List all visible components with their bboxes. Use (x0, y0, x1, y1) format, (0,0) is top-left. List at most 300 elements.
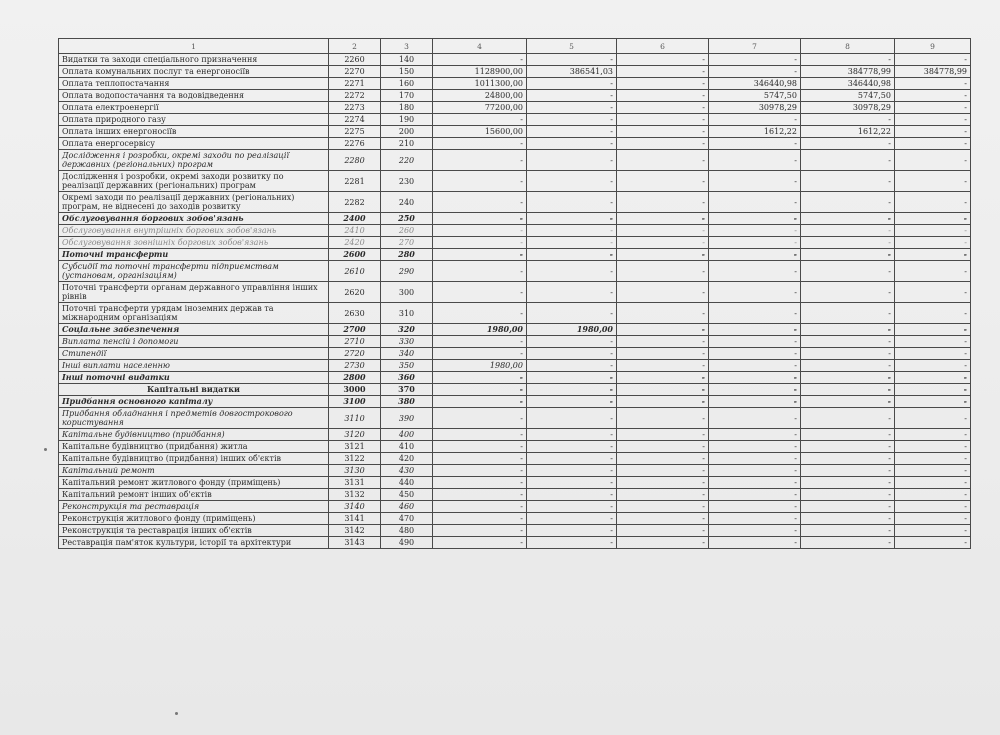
amount-cell: - (895, 441, 971, 453)
amount-cell: - (709, 324, 801, 336)
amount-cell: - (709, 213, 801, 225)
amount-cell: - (527, 102, 617, 114)
amount-cell: - (895, 114, 971, 126)
kekv-code: 3131 (329, 477, 381, 489)
amount-cell: - (527, 150, 617, 171)
amount-cell: - (801, 348, 895, 360)
header-cell: 1 (59, 39, 329, 54)
amount-cell: - (433, 138, 527, 150)
amount-cell: - (617, 138, 709, 150)
line-code: 250 (381, 213, 433, 225)
amount-cell: - (801, 114, 895, 126)
kekv-code: 3143 (329, 537, 381, 549)
amount-cell: - (895, 360, 971, 372)
amount-cell: - (895, 525, 971, 537)
amount-cell: - (801, 396, 895, 408)
amount-cell: - (527, 78, 617, 90)
amount-cell: - (801, 282, 895, 303)
amount-cell: 5747,50 (709, 90, 801, 102)
amount-cell: - (433, 489, 527, 501)
amount-cell: - (801, 477, 895, 489)
kekv-code: 2410 (329, 225, 381, 237)
row-label: Оплата інших енергоносіїв (59, 126, 329, 138)
line-code: 290 (381, 261, 433, 282)
kekv-code: 2630 (329, 303, 381, 324)
row-label: Стипендії (59, 348, 329, 360)
row-label: Реставрація пам'яток культури, історії та архітектури (59, 537, 329, 549)
amount-cell: - (617, 54, 709, 66)
row-label: Інші поточні видатки (59, 372, 329, 384)
kekv-code: 2710 (329, 336, 381, 348)
amount-cell: - (433, 303, 527, 324)
table-header-row (59, 39, 971, 54)
amount-cell: - (527, 54, 617, 66)
amount-cell: - (801, 453, 895, 465)
amount-cell: - (895, 303, 971, 324)
line-code: 330 (381, 336, 433, 348)
kekv-code: 2276 (329, 138, 381, 150)
amount-cell: - (709, 114, 801, 126)
amount-cell: - (801, 429, 895, 441)
amount-cell: - (801, 225, 895, 237)
amount-cell: - (527, 396, 617, 408)
table-row (59, 396, 971, 408)
table-row (59, 348, 971, 360)
amount-cell: - (895, 477, 971, 489)
kekv-code: 2620 (329, 282, 381, 303)
header-cell: 8 (801, 39, 895, 54)
amount-cell: - (895, 192, 971, 213)
amount-cell: - (527, 237, 617, 249)
amount-cell: - (617, 513, 709, 525)
table-row (59, 429, 971, 441)
amount-cell: - (527, 225, 617, 237)
amount-cell: - (801, 213, 895, 225)
header-cell: 2 (329, 39, 381, 54)
amount-cell: - (801, 303, 895, 324)
amount-cell: - (895, 78, 971, 90)
amount-cell: - (709, 138, 801, 150)
line-code: 150 (381, 66, 433, 78)
amount-cell: - (527, 501, 617, 513)
amount-cell: - (527, 114, 617, 126)
kekv-code: 3000 (329, 384, 381, 396)
line-code: 280 (381, 249, 433, 261)
amount-cell: - (527, 360, 617, 372)
amount-cell: - (617, 465, 709, 477)
amount-cell: - (895, 408, 971, 429)
line-code: 160 (381, 78, 433, 90)
amount-cell: - (527, 384, 617, 396)
amount-cell: 15600,00 (433, 126, 527, 138)
line-code: 470 (381, 513, 433, 525)
amount-cell: - (527, 489, 617, 501)
amount-cell: - (617, 171, 709, 192)
amount-cell: 384778,99 (895, 66, 971, 78)
amount-cell: - (527, 336, 617, 348)
amount-cell: - (527, 303, 617, 324)
line-code: 310 (381, 303, 433, 324)
amount-cell: - (617, 477, 709, 489)
table-row (59, 54, 971, 66)
amount-cell: - (617, 213, 709, 225)
amount-cell: - (895, 138, 971, 150)
amount-cell: - (433, 501, 527, 513)
amount-cell: - (709, 192, 801, 213)
table-row (59, 360, 971, 372)
amount-cell: 1612,22 (801, 126, 895, 138)
amount-cell: 1980,00 (527, 324, 617, 336)
row-label: Дослідження і розробки, окремі заходи розвитку по реалізації державних (регіональних) програм (59, 171, 329, 192)
amount-cell: - (801, 138, 895, 150)
line-code: 460 (381, 501, 433, 513)
amount-cell: - (617, 489, 709, 501)
amount-cell: - (709, 525, 801, 537)
kekv-code: 3110 (329, 408, 381, 429)
amount-cell: - (433, 465, 527, 477)
line-code: 340 (381, 348, 433, 360)
amount-cell: - (709, 453, 801, 465)
kekv-code: 2610 (329, 261, 381, 282)
amount-cell: - (895, 261, 971, 282)
table-row (59, 138, 971, 150)
amount-cell: - (433, 54, 527, 66)
amount-cell: - (527, 282, 617, 303)
row-label: Капітальне будівництво (придбання) житла (59, 441, 329, 453)
kekv-code: 3140 (329, 501, 381, 513)
amount-cell: - (617, 78, 709, 90)
row-label: Капітальне будівництво (придбання) інших об'єктів (59, 453, 329, 465)
amount-cell: - (527, 477, 617, 489)
table-row (59, 477, 971, 489)
amount-cell: - (801, 360, 895, 372)
amount-cell: - (617, 282, 709, 303)
line-code: 170 (381, 90, 433, 102)
amount-cell: - (801, 525, 895, 537)
amount-cell: - (895, 150, 971, 171)
amount-cell: - (617, 303, 709, 324)
amount-cell: - (895, 384, 971, 396)
amount-cell: - (895, 126, 971, 138)
amount-cell: - (801, 54, 895, 66)
amount-cell: - (709, 477, 801, 489)
amount-cell: - (617, 225, 709, 237)
amount-cell: - (801, 465, 895, 477)
header-cell: 7 (709, 39, 801, 54)
amount-cell: - (895, 489, 971, 501)
amount-cell: 1980,00 (433, 360, 527, 372)
line-code: 440 (381, 477, 433, 489)
amount-cell: - (709, 237, 801, 249)
table-body (59, 39, 971, 549)
line-code: 370 (381, 384, 433, 396)
line-code: 230 (381, 171, 433, 192)
table-row (59, 336, 971, 348)
header-cell: 5 (527, 39, 617, 54)
amount-cell: - (527, 465, 617, 477)
amount-cell: - (895, 90, 971, 102)
amount-cell: - (617, 192, 709, 213)
amount-cell: - (617, 66, 709, 78)
amount-cell: - (801, 249, 895, 261)
line-code: 430 (381, 465, 433, 477)
amount-cell: - (895, 225, 971, 237)
line-code: 450 (381, 489, 433, 501)
row-label: Капітальний ремонт житлового фонду (приміщень) (59, 477, 329, 489)
amount-cell: 346440,98 (801, 78, 895, 90)
amount-cell: - (617, 348, 709, 360)
kekv-code: 2400 (329, 213, 381, 225)
header-cell: 9 (895, 39, 971, 54)
kekv-code: 2800 (329, 372, 381, 384)
kekv-code: 2420 (329, 237, 381, 249)
kekv-code: 2282 (329, 192, 381, 213)
row-label: Окремі заходи по реалізації державних (регіональних) програм, не віднесені до заходів розвитку (59, 192, 329, 213)
amount-cell: - (801, 192, 895, 213)
amount-cell: - (617, 429, 709, 441)
amount-cell: - (801, 150, 895, 171)
row-label: Поточні трансферти (59, 249, 329, 261)
amount-cell: - (801, 261, 895, 282)
kekv-code: 2275 (329, 126, 381, 138)
amount-cell: - (617, 360, 709, 372)
amount-cell: - (895, 282, 971, 303)
amount-cell: - (895, 171, 971, 192)
amount-cell: - (527, 372, 617, 384)
amount-cell: - (709, 282, 801, 303)
amount-cell: - (709, 513, 801, 525)
amount-cell: - (895, 513, 971, 525)
kekv-code: 2281 (329, 171, 381, 192)
row-label: Капітальне будівництво (придбання) (59, 429, 329, 441)
amount-cell: - (527, 408, 617, 429)
amount-cell: - (527, 525, 617, 537)
table-row (59, 513, 971, 525)
amount-cell: - (709, 372, 801, 384)
table-row (59, 282, 971, 303)
kekv-code: 2700 (329, 324, 381, 336)
amount-cell: - (617, 126, 709, 138)
kekv-code: 2270 (329, 66, 381, 78)
kekv-code: 3100 (329, 396, 381, 408)
amount-cell: - (709, 54, 801, 66)
kekv-code: 2280 (329, 150, 381, 171)
header-cell: 4 (433, 39, 527, 54)
row-label: Капітальний ремонт (59, 465, 329, 477)
amount-cell: 24800,00 (433, 90, 527, 102)
amount-cell: - (801, 537, 895, 549)
amount-cell: - (709, 150, 801, 171)
amount-cell: - (433, 336, 527, 348)
line-code: 200 (381, 126, 433, 138)
amount-cell: - (709, 429, 801, 441)
amount-cell: 1128900,00 (433, 66, 527, 78)
table-row (59, 384, 971, 396)
amount-cell: - (617, 372, 709, 384)
table-row (59, 114, 971, 126)
amount-cell: - (433, 348, 527, 360)
amount-cell: - (617, 408, 709, 429)
amount-cell: - (709, 501, 801, 513)
amount-cell: - (801, 513, 895, 525)
amount-cell: 77200,00 (433, 102, 527, 114)
amount-cell: - (433, 261, 527, 282)
line-code: 140 (381, 54, 433, 66)
table-row (59, 489, 971, 501)
amount-cell: - (527, 513, 617, 525)
amount-cell: - (527, 429, 617, 441)
row-label: Оплата природного газу (59, 114, 329, 126)
kekv-code: 3141 (329, 513, 381, 525)
budget-table (58, 38, 971, 549)
amount-cell: - (433, 114, 527, 126)
amount-cell: - (433, 477, 527, 489)
amount-cell: - (617, 261, 709, 282)
amount-cell: - (895, 324, 971, 336)
header-cell: 3 (381, 39, 433, 54)
amount-cell: - (709, 225, 801, 237)
amount-cell: - (617, 453, 709, 465)
amount-cell: 386541,03 (527, 66, 617, 78)
amount-cell: - (895, 249, 971, 261)
amount-cell: 30978,29 (709, 102, 801, 114)
amount-cell: - (527, 348, 617, 360)
amount-cell: - (801, 336, 895, 348)
amount-cell: - (895, 372, 971, 384)
line-code: 480 (381, 525, 433, 537)
amount-cell: - (617, 237, 709, 249)
amount-cell: - (527, 537, 617, 549)
line-code: 190 (381, 114, 433, 126)
amount-cell: - (433, 237, 527, 249)
amount-cell: - (801, 171, 895, 192)
table-row (59, 501, 971, 513)
amount-cell: - (527, 126, 617, 138)
row-label: Обслуговування боргових зобов'язань (59, 213, 329, 225)
amount-cell: - (709, 465, 801, 477)
amount-cell: 1980,00 (433, 324, 527, 336)
kekv-code: 2600 (329, 249, 381, 261)
amount-cell: - (895, 429, 971, 441)
amount-cell: - (709, 384, 801, 396)
amount-cell: - (709, 171, 801, 192)
kekv-code: 2730 (329, 360, 381, 372)
row-label: Видатки та заходи спеціального призначення (59, 54, 329, 66)
line-code: 380 (381, 396, 433, 408)
amount-cell: - (801, 237, 895, 249)
line-code: 400 (381, 429, 433, 441)
row-label: Інші виплати населенню (59, 360, 329, 372)
row-label: Обслуговування зовнішніх боргових зобов'язань (59, 237, 329, 249)
row-label: Оплата комунальних послуг та енергоносіїв (59, 66, 329, 78)
amount-cell: - (709, 249, 801, 261)
amount-cell: - (709, 261, 801, 282)
amount-cell: - (433, 453, 527, 465)
amount-cell: - (527, 171, 617, 192)
amount-cell: - (433, 429, 527, 441)
table-row (59, 372, 971, 384)
amount-cell: 346440,98 (709, 78, 801, 90)
kekv-code: 3130 (329, 465, 381, 477)
amount-cell: 384778,99 (801, 66, 895, 78)
amount-cell: - (527, 453, 617, 465)
amount-cell: - (801, 384, 895, 396)
amount-cell: - (895, 54, 971, 66)
table-row (59, 303, 971, 324)
amount-cell: - (709, 336, 801, 348)
amount-cell: - (895, 237, 971, 249)
amount-cell: - (433, 249, 527, 261)
table-row (59, 90, 971, 102)
line-code: 260 (381, 225, 433, 237)
table-row (59, 225, 971, 237)
kekv-code: 2272 (329, 90, 381, 102)
amount-cell: - (801, 372, 895, 384)
row-label: Обслуговування внутрішніх боргових зобов'язань (59, 225, 329, 237)
amount-cell: - (617, 102, 709, 114)
header-cell: 6 (617, 39, 709, 54)
amount-cell: - (433, 372, 527, 384)
amount-cell: - (709, 396, 801, 408)
line-code: 320 (381, 324, 433, 336)
amount-cell: - (617, 396, 709, 408)
amount-cell: - (433, 396, 527, 408)
amount-cell: - (617, 537, 709, 549)
kekv-code: 2274 (329, 114, 381, 126)
line-code: 240 (381, 192, 433, 213)
amount-cell: - (895, 102, 971, 114)
amount-cell: - (433, 441, 527, 453)
table-row (59, 261, 971, 282)
row-label: Придбання основного капіталу (59, 396, 329, 408)
line-code: 360 (381, 372, 433, 384)
amount-cell: - (709, 441, 801, 453)
amount-cell: - (527, 249, 617, 261)
amount-cell: 5747,50 (801, 90, 895, 102)
row-label: Реконструкція та реставрація інших об'єктів (59, 525, 329, 537)
amount-cell: - (433, 213, 527, 225)
amount-cell: - (617, 384, 709, 396)
amount-cell: - (527, 261, 617, 282)
amount-cell: - (895, 336, 971, 348)
amount-cell: - (617, 249, 709, 261)
kekv-code: 3121 (329, 441, 381, 453)
row-label: Придбання обладнання і предметів довгострокового користування (59, 408, 329, 429)
amount-cell: - (433, 171, 527, 192)
table-row (59, 102, 971, 114)
amount-cell: - (895, 396, 971, 408)
scan-dot (175, 712, 178, 715)
amount-cell: - (527, 213, 617, 225)
amount-cell: - (895, 537, 971, 549)
table-row (59, 66, 971, 78)
row-label: Субсидії та поточні трансферти підприємствам (установам, організаціям) (59, 261, 329, 282)
amount-cell: - (433, 150, 527, 171)
amount-cell: 1612,22 (709, 126, 801, 138)
row-label: Реконструкція житлового фонду (приміщень) (59, 513, 329, 525)
amount-cell: - (617, 336, 709, 348)
table-row (59, 150, 971, 171)
line-code: 220 (381, 150, 433, 171)
line-code: 300 (381, 282, 433, 303)
amount-cell: - (433, 282, 527, 303)
row-label: Оплата теплопостачання (59, 78, 329, 90)
amount-cell: - (709, 303, 801, 324)
table-row (59, 408, 971, 429)
amount-cell: 30978,29 (801, 102, 895, 114)
table-row (59, 171, 971, 192)
amount-cell: - (709, 537, 801, 549)
